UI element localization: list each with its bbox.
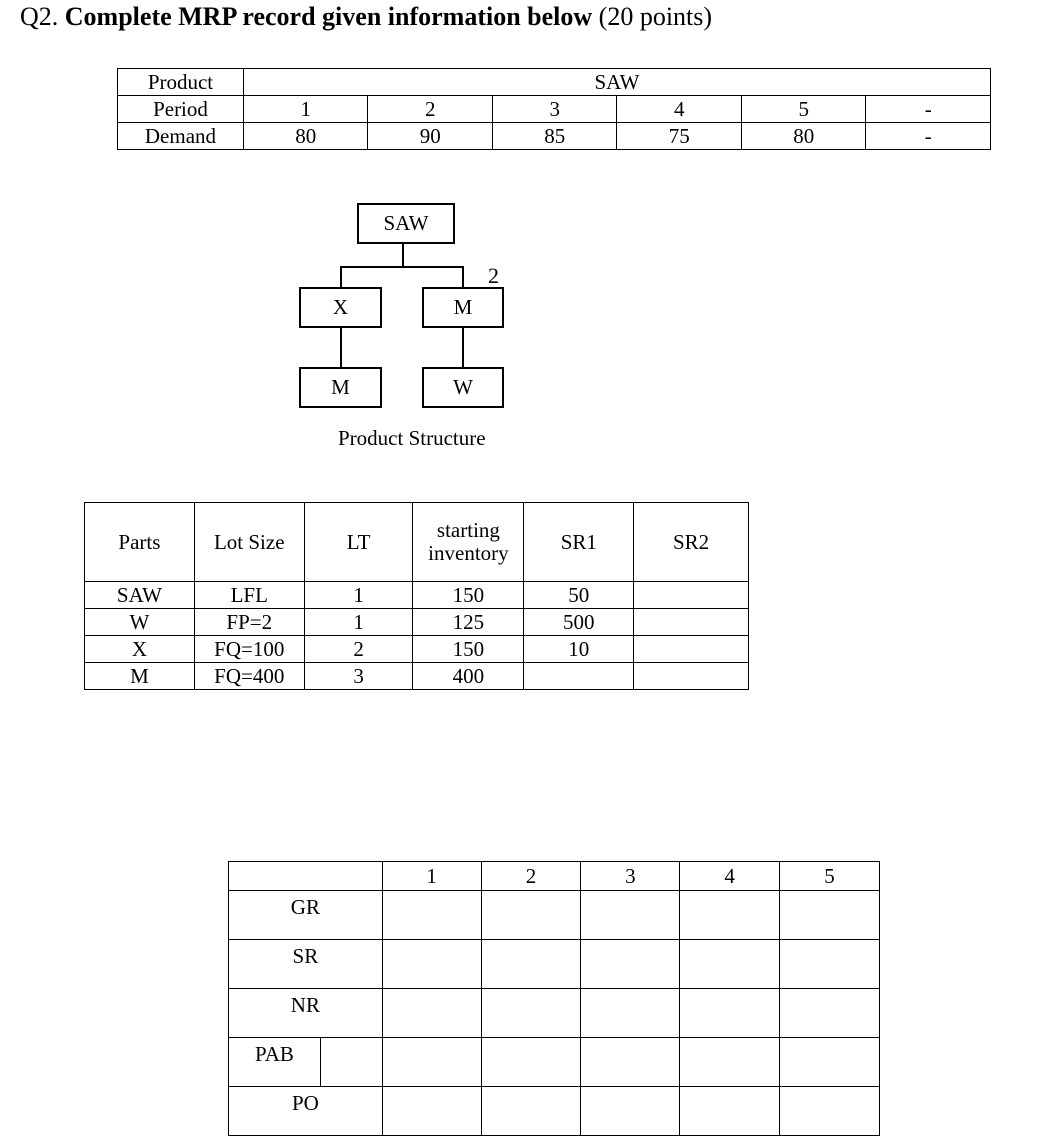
entry-cell[interactable] — [680, 989, 780, 1038]
period-cell: 1 — [243, 96, 368, 123]
row-label-po: PO — [229, 1087, 383, 1136]
entry-cell[interactable] — [680, 1087, 780, 1136]
entry-cell[interactable] — [581, 1038, 680, 1087]
period-header: 3 — [581, 862, 680, 891]
entry-cell[interactable] — [481, 891, 581, 940]
table-row — [85, 609, 749, 636]
table-cell — [634, 609, 749, 636]
table-cell — [634, 663, 749, 690]
header-sr2: SR2 — [634, 503, 749, 582]
entry-cell[interactable] — [581, 891, 680, 940]
header-starting-inventory-cell — [413, 503, 524, 582]
demand-cell: 75 — [617, 123, 742, 150]
question-number: Q2. — [20, 2, 59, 31]
table-cell — [524, 663, 634, 690]
table-row — [85, 663, 749, 690]
table-cell: 150 — [413, 636, 524, 663]
header-lot-size: Lot Size — [194, 503, 304, 582]
table-cell: X — [85, 636, 195, 663]
period-header: 5 — [780, 862, 880, 891]
node-w: W — [422, 367, 504, 408]
entry-cell[interactable] — [780, 1038, 880, 1087]
table-cell: 125 — [413, 609, 524, 636]
entry-cell[interactable] — [780, 940, 880, 989]
table-cell: 10 — [524, 636, 634, 663]
table-cell: 400 — [413, 663, 524, 690]
corner-cell — [229, 862, 383, 891]
table-cell: 1 — [304, 609, 413, 636]
entry-cell[interactable] — [382, 891, 481, 940]
question-title — [20, 2, 712, 32]
entry-cell[interactable] — [481, 1087, 581, 1136]
entry-cell[interactable] — [581, 940, 680, 989]
connector — [340, 266, 342, 287]
initial-pab-cell[interactable] — [320, 1038, 382, 1087]
demand-cell: 85 — [492, 123, 617, 150]
row-label-gr: GR — [229, 891, 383, 940]
header-starting-inventory: starting inventory — [428, 517, 509, 565]
diagram-caption: Product Structure — [338, 426, 486, 450]
question-text: Complete MRP record given information below — [64, 2, 593, 31]
connector — [462, 266, 464, 287]
entry-cell[interactable] — [780, 891, 880, 940]
period-header: 2 — [481, 862, 581, 891]
mrp-row-gr — [229, 891, 880, 940]
table-cell: 1 — [304, 582, 413, 609]
node-m-level2: M — [299, 367, 382, 408]
table-cell — [634, 582, 749, 609]
entry-cell[interactable] — [481, 1038, 581, 1087]
period-header: 4 — [680, 862, 780, 891]
row-label-nr: NR — [229, 989, 383, 1038]
table-cell: FQ=400 — [194, 663, 304, 690]
demand-cell: - — [866, 123, 991, 150]
entry-cell[interactable] — [581, 1087, 680, 1136]
demand-table — [117, 68, 991, 150]
demand-cell: 80 — [741, 123, 866, 150]
entry-cell[interactable] — [780, 989, 880, 1038]
table-cell: M — [85, 663, 195, 690]
table-cell: 500 — [524, 609, 634, 636]
period-cell: 3 — [492, 96, 617, 123]
node-m-level1: M — [422, 287, 504, 328]
entry-cell[interactable] — [481, 989, 581, 1038]
demand-label: Demand — [118, 123, 244, 150]
entry-cell[interactable] — [581, 989, 680, 1038]
period-cell: - — [866, 96, 991, 123]
mrp-row-nr — [229, 989, 880, 1038]
mrp-record-grid — [228, 861, 880, 1136]
entry-cell[interactable] — [382, 989, 481, 1038]
table-cell: LFL — [194, 582, 304, 609]
table-cell: 3 — [304, 663, 413, 690]
connector — [402, 244, 404, 267]
connector — [462, 328, 464, 367]
question-points: (20 points) — [598, 2, 713, 31]
table-cell: 150 — [413, 582, 524, 609]
table-cell: W — [85, 609, 195, 636]
row-label-sr: SR — [229, 940, 383, 989]
entry-cell[interactable] — [680, 940, 780, 989]
row-label-pab: PAB — [229, 1038, 321, 1087]
period-header: 1 — [382, 862, 481, 891]
table-cell — [634, 636, 749, 663]
period-label: Period — [118, 96, 244, 123]
header-lt: LT — [304, 503, 413, 582]
entry-cell[interactable] — [680, 1038, 780, 1087]
product-name: SAW — [243, 69, 990, 96]
demand-cell: 90 — [368, 123, 493, 150]
mrp-row-pab — [229, 1038, 880, 1087]
entry-cell[interactable] — [382, 1038, 481, 1087]
table-row — [85, 636, 749, 663]
product-label: Product — [118, 69, 244, 96]
mrp-row-po — [229, 1087, 880, 1136]
connector — [340, 266, 464, 268]
node-x: X — [299, 287, 382, 328]
connector — [340, 328, 342, 367]
entry-cell[interactable] — [382, 940, 481, 989]
table-cell: 2 — [304, 636, 413, 663]
entry-cell[interactable] — [780, 1087, 880, 1136]
entry-cell[interactable] — [481, 940, 581, 989]
header-parts: Parts — [85, 503, 195, 582]
header-sr1: SR1 — [524, 503, 634, 582]
parts-table — [84, 502, 749, 690]
period-cell: 5 — [741, 96, 866, 123]
mrp-row-sr — [229, 940, 880, 989]
entry-cell[interactable] — [382, 1087, 481, 1136]
table-cell: FP=2 — [194, 609, 304, 636]
table-row — [85, 582, 749, 609]
demand-cell: 80 — [243, 123, 368, 150]
node-saw: SAW — [357, 203, 455, 244]
quantity-label: 2 — [488, 263, 499, 288]
table-cell: FQ=100 — [194, 636, 304, 663]
period-cell: 2 — [368, 96, 493, 123]
period-cell: 4 — [617, 96, 742, 123]
table-cell: SAW — [85, 582, 195, 609]
table-cell: 50 — [524, 582, 634, 609]
entry-cell[interactable] — [680, 891, 780, 940]
